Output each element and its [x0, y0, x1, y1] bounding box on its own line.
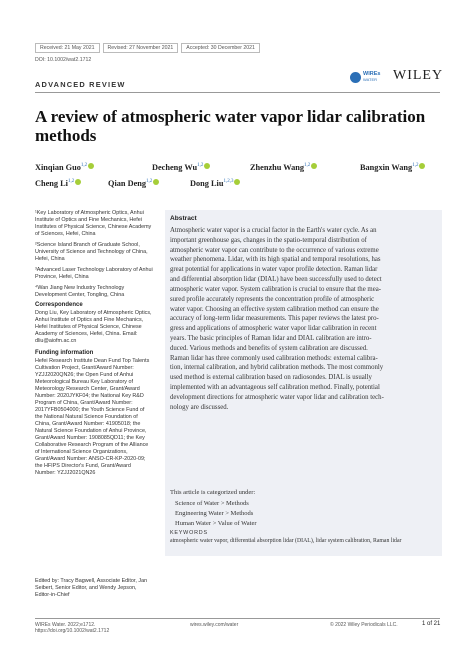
author-1[interactable]: [35, 163, 94, 172]
correspondence-text[interactable]: Dong Liu, Key Laboratory of Atmospheric Optics, Anhui Institute of Optics and Fine Mechanics, Hefei Institutes of Physical Science, Chinese Academy of Sciences, Hefei, China. Email: dliu@aiofm.ac.cn: [35, 310, 152, 344]
affiliation-2: ²Science Island Branch of Graduate School, University of Science and Technology of China, Hefei, China: [35, 242, 148, 262]
article-doi[interactable]: DOI: 10.1002/wat2.1712: [35, 57, 92, 63]
keywords-heading: KEYWORDS: [170, 530, 208, 536]
abstract-line: water vapor. Choosing an effective system calibration method can ensure the: [170, 305, 379, 313]
edited-by: Edited by: Tracy Bagwell, Associate Editor, Jan Seibert, Senior Editor, and Wendy Jepson, Editor-in-Chief: [35, 578, 148, 598]
author-affiliation: 1,2: [80, 163, 88, 169]
author-3[interactable]: [250, 163, 317, 172]
affiliation-3: ³Advanced Laser Technology Laboratory of Anhui Province, Hefei, China: [35, 267, 153, 280]
author-name: Cheng Li: [35, 179, 68, 188]
section-label: ADVANCED REVIEW: [35, 80, 126, 89]
page-number: 1 of 21: [422, 621, 441, 627]
funding-information: [35, 350, 153, 477]
correspondence: [35, 302, 153, 345]
abstract-line: tion, internal calibration, and hybrid calibration methods. The most commonly: [170, 364, 384, 372]
abstract-text: [170, 226, 438, 412]
abstract-line: development directions for atmospheric water vapor lidar and calibration tech-: [170, 393, 384, 401]
funding-text: Hefei Research Institute Dean Fund Top Talents Cultivation Project, Grant/Award Number: YZJJ2020QN26; the Open Fund of Anhui Meteorological Bureau Key Laboratory of Meteorology Research Center, Grant/Award Number: 2020JYKF04; the National Key R&D Program of China, Grant/Award Number: 2017YFB0504000; the Youth Science Fund of the National Natural Science Foundation of China, Grant/Award Number: 41905018; the Natural Science Foundation of Anhui Province, Grant/Award Number: 1908085QD11; the Key Collaborative Research Program of the Alliance of International Science Organizations, Grant/Award Number: ANSO-CR-KP-2020-09; the HFIPS Director's Fund, Grant/Award Number: YZJJ2021QN26: [35, 358, 150, 476]
orcid-icon[interactable]: [88, 163, 94, 169]
author-affiliation: 1,2: [67, 179, 75, 185]
funding-heading: Funding information: [35, 350, 94, 356]
orcid-icon[interactable]: [234, 179, 240, 185]
author-name: Dong Liu: [190, 179, 224, 188]
orcid-icon[interactable]: [153, 179, 159, 185]
footer-copyright: © 2022 Wiley Periodicals LLC.: [330, 622, 398, 628]
author-affiliation: 1,2,3: [223, 179, 234, 185]
author-4[interactable]: [360, 163, 425, 172]
publisher-logo: WILEY: [393, 68, 444, 83]
abstract-line: atmospheric water vapor can contribute to the occurrence of various extreme: [170, 246, 379, 254]
author-7[interactable]: [190, 179, 240, 188]
wires-logo-subtext: WATER: [363, 77, 377, 82]
abstract-line: sured profile accurately represents the concentration profile of atmospheric: [170, 295, 375, 303]
footer-journal: WIREs Water. 2022;e1712.: [35, 622, 96, 628]
revised-date: Revised: 27 November 2021: [103, 43, 179, 53]
category-item: Engineering Water > Methods: [175, 510, 254, 517]
orcid-icon[interactable]: [311, 163, 317, 169]
author-affiliation: 1,2: [304, 163, 311, 169]
orcid-icon[interactable]: [75, 179, 81, 185]
author-name: Bangxin Wang: [360, 163, 413, 172]
orcid-icon[interactable]: [419, 163, 425, 169]
abstract-line: accuracy of long-term lidar measurements. This paper reviews the latest pro-: [170, 315, 379, 323]
wires-logo-text: WIREs: [363, 71, 381, 77]
abstract-line: used method is external calibration based on radiosondes. DIAL is usually: [170, 374, 372, 382]
categorization-heading: This article is categorized under:: [170, 489, 256, 496]
footer-divider: [35, 618, 440, 619]
article-dates: [35, 43, 395, 52]
abstract-line: and differential absorption lidar (DIAL) have been successfully used to detect: [170, 276, 382, 284]
abstract-line: great potential for applications in water vapor profile detection. Raman lidar: [170, 266, 378, 274]
orcid-icon[interactable]: [204, 163, 210, 169]
accepted-date: Accepted: 30 December 2021: [181, 43, 260, 53]
abstract-line: implemented with an advantageous self calibration method. Finally, potential: [170, 384, 380, 391]
received-date: Received: 21 May 2021: [35, 43, 100, 53]
affiliation-1: ¹Key Laboratory of Atmospheric Optics, Anhui Institute of Optics and Fine Mechanics, Hefei Institutes of Physical Science, Chinese Academy of Sciences, Hefei, China: [35, 210, 152, 237]
abstract-line: nology are discussed.: [170, 403, 229, 411]
author-2[interactable]: [152, 163, 210, 172]
header-divider: [35, 92, 440, 93]
correspondence-heading: Correspondence: [35, 302, 83, 308]
abstract-line: duced. Various methods and benefits of system calibration are discussed.: [170, 344, 368, 352]
footer-url[interactable]: wires.wiley.com/water: [190, 622, 239, 628]
author-affiliation: 1,2: [146, 179, 153, 185]
affiliation-4: ⁴Wan Jiang New Industry Technology Development Center, Tongling, China: [35, 285, 125, 298]
keywords-text: atmospheric water vapor, differential absorption lidar (DIAL), lidar system calibration, Raman lidar: [170, 538, 402, 544]
abstract-line: gress and applications of atmospheric water vapor lidar calibration in recent: [170, 325, 377, 333]
category-item: Human Water > Value of Water: [175, 520, 257, 527]
affiliations: [35, 210, 153, 303]
abstract-line: atmospheric water vapor. System calibration is crucial to ensure that the mea-: [170, 285, 382, 293]
abstract-line: years. The basic principles of Raman lidar and DIAL calibration are intro-: [170, 334, 372, 342]
abstract-line: weather phenomena. Lidar, with its high spatial and temporal resolutions, has: [170, 256, 381, 264]
abstract-line: Raman lidar has three commonly used calibration methods: external calibra-: [170, 354, 378, 362]
author-affiliation: 1,2: [412, 163, 419, 169]
abstract-line: important greenhouse gas, changes in the spatio-temporal distribution of: [170, 236, 367, 244]
author-name: Zhenzhu Wang: [250, 163, 305, 172]
author-5[interactable]: [35, 179, 81, 188]
author-6[interactable]: [108, 179, 159, 188]
category-item: Science of Water > Methods: [175, 500, 249, 507]
wires-logo-icon: [350, 72, 361, 83]
abstract-heading: Abstract: [170, 215, 197, 222]
author-name: Decheng Wu: [152, 163, 198, 172]
author-name: Xinqian Guo: [35, 163, 81, 172]
author-affiliation: 1,2: [197, 163, 204, 169]
article-title: A review of atmospheric water vapor lidar calibration methods: [35, 107, 426, 145]
wires-logo: [350, 71, 380, 84]
footer-doi[interactable]: https://doi.org/10.1002/wat2.1712: [35, 628, 110, 634]
abstract-line: Atmospheric water vapor is a crucial factor in the Earth's water cycle. As an: [170, 227, 377, 234]
author-name: Qian Deng: [108, 179, 147, 188]
